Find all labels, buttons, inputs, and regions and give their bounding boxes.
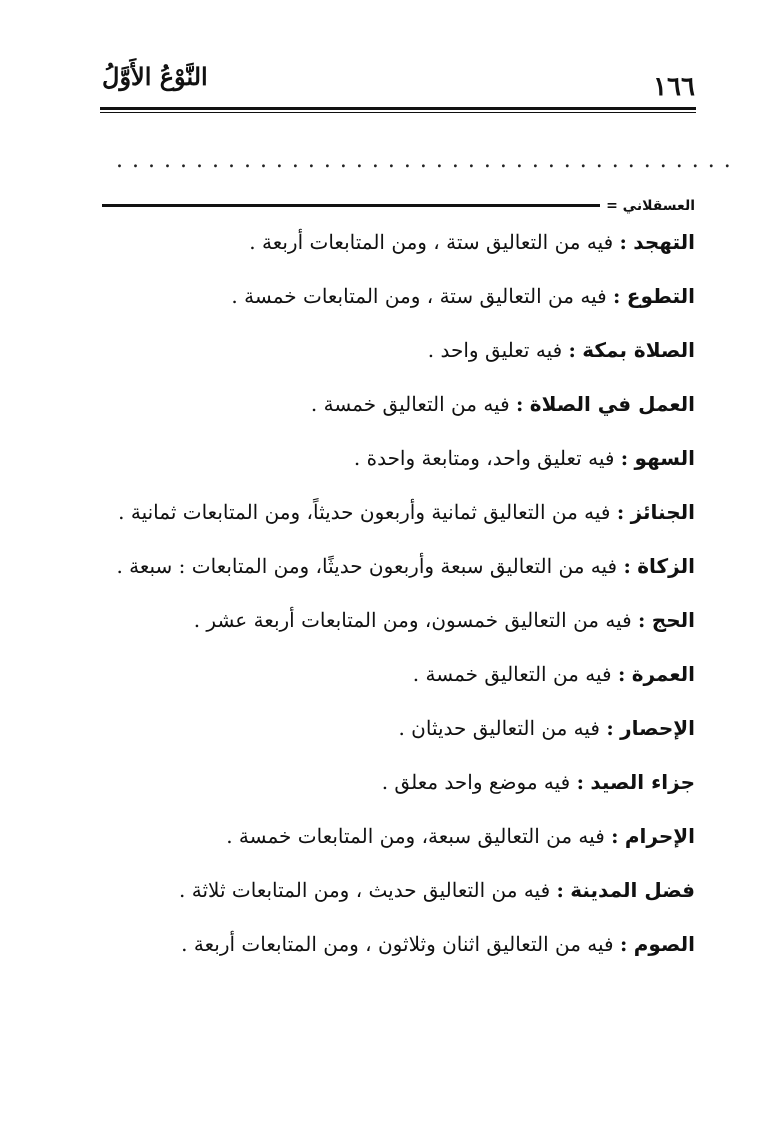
- entry-text: فيه من التعاليق حديث ، ومن المتابعات ثلاثة .: [179, 878, 551, 902]
- entry: [100, 220, 695, 264]
- entry: [100, 598, 695, 642]
- entry-term: جزاء الصيد: [590, 770, 695, 794]
- entry-colon: :: [619, 230, 627, 254]
- header-rule: [100, 107, 696, 113]
- footnote-label: العسقلاني =: [606, 198, 695, 214]
- entry-term: العمل في الصلاة: [529, 392, 695, 416]
- entry-text: فيه تعليق واحد .: [427, 338, 563, 362]
- entry: [100, 274, 695, 318]
- entry: [100, 544, 695, 588]
- entry-colon: :: [568, 338, 576, 362]
- entry-text: فيه من التعاليق ستة ، ومن المتابعات أربعة .: [249, 230, 614, 254]
- entry-colon: :: [620, 446, 629, 470]
- entry: [100, 814, 695, 858]
- entry-text: فيه من التعاليق اثنان وثلاثون ، ومن المتابعات أربعة .: [181, 932, 614, 956]
- entries-list: [100, 220, 695, 976]
- entry-term: التطوع: [626, 284, 695, 308]
- entry-term: الصلاة بمكة: [582, 338, 695, 362]
- entry-term: السهو: [634, 446, 695, 470]
- entry: [100, 706, 695, 750]
- footnote-continuation: [100, 198, 695, 218]
- entry-text: فيه من التعاليق سبعة، ومن المتابعات خمسة .: [226, 824, 605, 848]
- entry-text: فيه موضع واحد معلق .: [381, 770, 571, 794]
- entry-text: فيه تعليق واحد، ومتابعة واحدة .: [353, 446, 615, 470]
- entry-text: فيه من التعاليق خمسون، ومن المتابعات أربعة عشر .: [193, 608, 632, 632]
- entry-colon: :: [516, 392, 524, 416]
- entry: [100, 490, 695, 534]
- entry: [100, 868, 695, 912]
- entry-text: فيه من التعاليق ثمانية وأربعون حديثاً، ومن المتابعات ثمانية .: [118, 500, 611, 524]
- entry-term: التهجد: [633, 230, 695, 254]
- entry: [100, 382, 695, 426]
- entry-term: الصوم: [633, 932, 695, 956]
- entry-term: الإحرام: [624, 824, 695, 848]
- omission-dots: .......................................: [116, 148, 740, 173]
- entry-colon: :: [606, 716, 614, 740]
- entry: [100, 760, 695, 804]
- entry-text: فيه من التعاليق حديثان .: [398, 716, 600, 740]
- entry-colon: :: [556, 878, 564, 902]
- entry-colon: :: [613, 284, 621, 308]
- entry-colon: :: [576, 770, 584, 794]
- entry-colon: :: [611, 824, 619, 848]
- entry-text: فيه من التعاليق خمسة .: [412, 662, 612, 686]
- entry-text: فيه من التعاليق خمسة .: [310, 392, 510, 416]
- entry: [100, 328, 695, 372]
- entry-colon: :: [619, 932, 628, 956]
- entry: [100, 922, 695, 966]
- entry-term: الإحصار: [620, 716, 695, 740]
- entry-term: الحج: [651, 608, 695, 632]
- entry-term: العمرة: [631, 662, 695, 686]
- entry-colon: :: [616, 500, 625, 524]
- page-number: ١٦٦: [653, 72, 695, 102]
- entry: [100, 652, 695, 696]
- entry-colon: :: [623, 554, 631, 578]
- chapter-title: النَّوْعُ الأَوَّلُ: [102, 62, 208, 91]
- entry-colon: :: [638, 608, 646, 632]
- entry-text: فيه من التعاليق ستة ، ومن المتابعات خمسة .: [231, 284, 607, 308]
- entry-text: فيه من التعاليق سبعة وأربعون حديثًا، ومن المتابعات : سبعة .: [116, 554, 618, 578]
- entry: [100, 436, 695, 480]
- entry-term: الزكاة: [637, 554, 695, 578]
- entry-term: فضل المدينة: [570, 878, 695, 902]
- entry-term: الجنائز: [630, 500, 695, 524]
- running-head: [100, 62, 695, 102]
- footnote-rule: [102, 204, 600, 207]
- entry-colon: :: [617, 662, 626, 686]
